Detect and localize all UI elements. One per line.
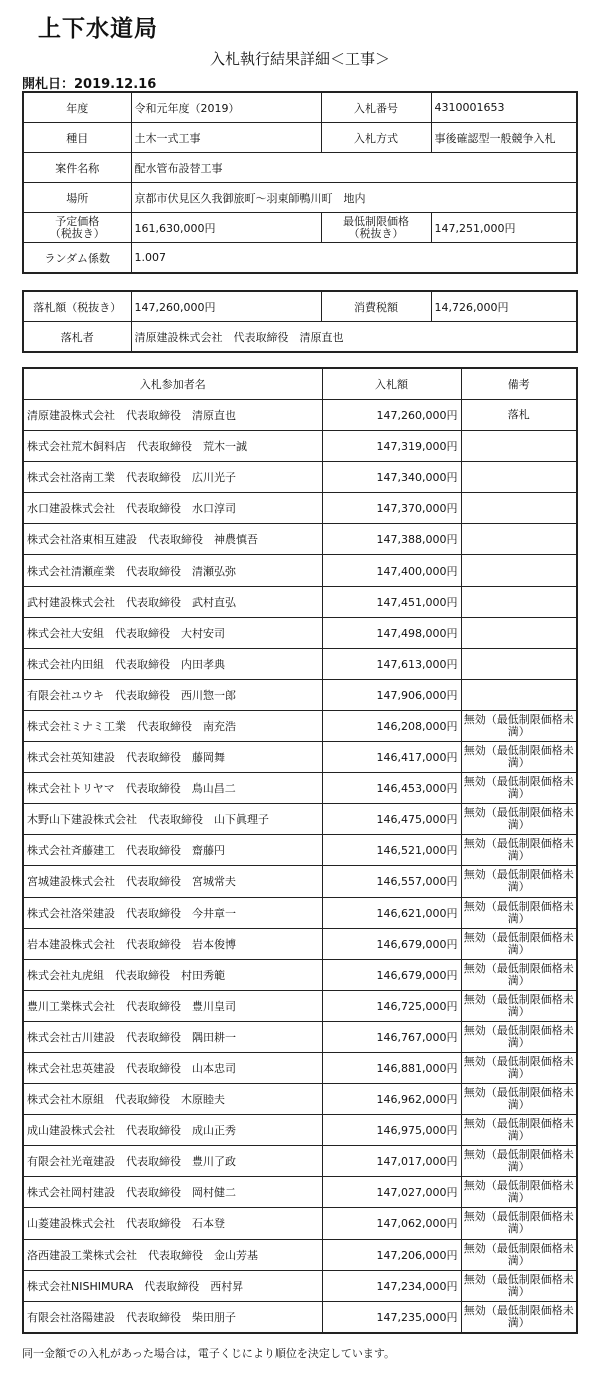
table-row [23,400,577,431]
random-coef-label: ランダム係数 [23,243,131,274]
bidder-name: 株式会社丸虎組 代表取締役 村田秀範 [23,959,322,990]
info-row-location [23,183,577,213]
table-row [23,493,577,524]
table-row [23,773,577,804]
bids-header-row [23,368,577,400]
winner-label: 落札者 [23,322,131,353]
bidder-name: 洛西建設工業株式会社 代表取締役 金山芳基 [23,1239,322,1270]
project-name-value: 配水管布設替工事 [131,153,577,183]
table-row [23,617,577,648]
remarks [461,555,577,586]
opening-date: 開札日：2019.12.16 [22,77,157,92]
bid-amount: 147,206,000円 [322,1239,461,1270]
table-row [23,928,577,959]
location-label: 場所 [23,183,131,213]
table-row [23,679,577,710]
bidder-name: 武村建設株式会社 代表取締役 武村直弘 [23,586,322,617]
bid-amount: 146,725,000円 [322,990,461,1021]
bidder-name: 株式会社NISHIMURA 代表取締役 西村昇 [23,1270,322,1301]
remarks: 無効（最低制限価格未満） [461,928,577,959]
category-label: 種目 [23,123,131,153]
bidder-name: 成山建設株式会社 代表取締役 成山正秀 [23,1115,322,1146]
table-row [23,897,577,928]
bid-amount: 147,906,000円 [322,679,461,710]
table-row [23,742,577,773]
bidder-name: 豊川工業株式会社 代表取締役 豊川皇司 [23,990,322,1021]
remarks: 落札 [461,400,577,431]
bid-amount: 147,613,000円 [322,648,461,679]
info-row-prices [23,213,577,243]
random-coef-value: 1.007 [131,243,577,274]
tax-value: 14,726,000円 [431,291,577,322]
table-row [23,1021,577,1052]
bid-amount: 147,319,000円 [322,431,461,462]
info-row-year [23,92,577,123]
bid-amount: 147,062,000円 [322,1208,461,1239]
bid-amount: 147,370,000円 [322,493,461,524]
remarks: 無効（最低制限価格未満） [461,1021,577,1052]
bidder-name: 株式会社大安組 代表取締役 大村安司 [23,617,322,648]
bidder-name: 清原建設株式会社 代表取締役 清原直也 [23,400,322,431]
bid-amount: 146,881,000円 [322,1052,461,1083]
info-row-project [23,153,577,183]
table-row [23,1270,577,1301]
header-bid-amount: 入札額 [322,368,461,400]
remarks: 無効（最低制限価格未満） [461,1115,577,1146]
bidder-name: 株式会社洛東相互建設 代表取締役 神農慎吾 [23,524,322,555]
bidder-name: 有限会社光竜建設 代表取締役 豊川了政 [23,1146,322,1177]
tax-label: 消費税額 [321,291,431,322]
fiscal-year-label: 年度 [23,92,131,123]
remarks: 無効（最低制限価格未満） [461,1084,577,1115]
bid-amount: 146,521,000円 [322,835,461,866]
table-row [23,1115,577,1146]
table-row [23,555,577,586]
result-row-amount [23,291,577,322]
bid-amount: 147,260,000円 [322,400,461,431]
bid-amount: 146,557,000円 [322,866,461,897]
bid-amount: 146,621,000円 [322,897,461,928]
bid-number-value: 4310001653 [431,92,577,123]
bid-amount: 146,962,000円 [322,1084,461,1115]
table-row [23,710,577,741]
min-limit-value: 147,251,000円 [431,213,577,243]
table-row [23,1301,577,1333]
min-limit-label-line1: 最低制限価格 [343,214,409,228]
table-row [23,648,577,679]
bid-amount: 147,017,000円 [322,1146,461,1177]
remarks: 無効（最低制限価格未満） [461,990,577,1021]
remarks [461,679,577,710]
planned-price-label [23,213,131,243]
remarks [461,431,577,462]
remarks [461,586,577,617]
remarks: 無効（最低制限価格未満） [461,1301,577,1333]
remarks: 無効（最低制限価格未満） [461,1052,577,1083]
remarks: 無効（最低制限価格未満） [461,710,577,741]
bid-amount: 147,498,000円 [322,617,461,648]
result-table [22,290,578,353]
bid-amount: 146,975,000円 [322,1115,461,1146]
bid-amount: 147,234,000円 [322,1270,461,1301]
table-row [23,866,577,897]
bidder-name: 山菱建設株式会社 代表取締役 石本登 [23,1208,322,1239]
remarks: 無効（最低制限価格未満） [461,1146,577,1177]
remarks: 無効（最低制限価格未満） [461,897,577,928]
info-row-random [23,243,577,274]
table-row [23,462,577,493]
table-row [23,1084,577,1115]
remarks: 無効（最低制限価格未満） [461,1270,577,1301]
bid-amount: 146,679,000円 [322,928,461,959]
bid-amount: 147,235,000円 [322,1301,461,1333]
award-amount-value: 147,260,000円 [131,291,321,322]
bidder-name: 株式会社ミナミ工業 代表取締役 南充浩 [23,710,322,741]
bid-amount: 146,453,000円 [322,773,461,804]
bidder-name: 株式会社斉藤建工 代表取締役 齋藤円 [23,835,322,866]
bid-method-label: 入札方式 [321,123,431,153]
bidder-name: 株式会社木原組 代表取締役 木原睦夫 [23,1084,322,1115]
table-row [23,1239,577,1270]
remarks: 無効（最低制限価格未満） [461,835,577,866]
remarks: 無効（最低制限価格未満） [461,742,577,773]
remarks [461,648,577,679]
location-value: 京都市伏見区久我御旅町～羽東師鴨川町 地内 [131,183,577,213]
remarks: 無効（最低制限価格未満） [461,1177,577,1208]
table-row [23,431,577,462]
remarks [461,462,577,493]
remarks: 無効（最低制限価格未満） [461,866,577,897]
footnote: 同一金額での入札があった場合は，電子くじにより順位を決定しています。 [22,1347,396,1360]
bidder-name: 水口建設株式会社 代表取締役 水口淳司 [23,493,322,524]
bids-table [22,367,578,1334]
bidder-name: 株式会社内田組 代表取締役 内田孝典 [23,648,322,679]
bids-table-body [23,368,577,1333]
bidder-name: 木野山下建設株式会社 代表取締役 山下眞理子 [23,804,322,835]
remarks [461,524,577,555]
table-row [23,586,577,617]
bid-amount: 147,388,000円 [322,524,461,555]
remarks: 無効（最低制限価格未満） [461,959,577,990]
bidder-name: 株式会社洛南工業 代表取締役 広川光子 [23,462,322,493]
table-row [23,959,577,990]
bidder-name: 宮城建設株式会社 代表取締役 宮城常夫 [23,866,322,897]
bidder-name: 株式会社荒木飼料店 代表取締役 荒木一誠 [23,431,322,462]
organization-title: 上下水道局 [38,16,158,42]
bid-amount: 146,208,000円 [322,710,461,741]
bid-method-value: 事後確認型一般競争入札 [431,123,577,153]
min-limit-label [321,213,431,243]
planned-price-value: 161,630,000円 [131,213,321,243]
category-value: 土木一式工事 [131,123,321,153]
bidder-name: 有限会社洛陽建設 代表取締役 柴田朋子 [23,1301,322,1333]
remarks: 無効（最低制限価格未満） [461,804,577,835]
winner-value: 清原建設株式会社 代表取締役 清原直也 [131,322,577,353]
page-title: 入札執行結果詳細＜工事＞ [209,50,390,68]
bidder-name: 株式会社岡村建設 代表取締役 岡村健二 [23,1177,322,1208]
info-table [22,91,578,274]
planned-price-label-line2: （税抜き） [49,226,105,240]
min-limit-label-line2: （税抜き） [348,226,404,240]
table-row [23,1177,577,1208]
bidder-name: 株式会社忠英建設 代表取締役 山本忠司 [23,1052,322,1083]
result-row-winner [23,322,577,353]
bid-amount: 146,417,000円 [322,742,461,773]
project-name-label: 案件名称 [23,153,131,183]
bid-number-label: 入札番号 [321,92,431,123]
bidder-name: 株式会社英知建設 代表取締役 藤岡舞 [23,742,322,773]
fiscal-year-value: 令和元年度（2019） [131,92,321,123]
bid-amount: 147,340,000円 [322,462,461,493]
table-row [23,1146,577,1177]
bid-amount: 147,451,000円 [322,586,461,617]
planned-price-label-line1: 予定価格 [55,214,100,228]
table-row [23,990,577,1021]
bid-amount: 146,475,000円 [322,804,461,835]
remarks [461,493,577,524]
bidder-name: 株式会社清瀬産業 代表取締役 清瀬弘弥 [23,555,322,586]
table-row [23,1208,577,1239]
table-row [23,835,577,866]
bidder-name: 有限会社ユウキ 代表取締役 西川惣一郎 [23,679,322,710]
bid-amount: 146,767,000円 [322,1021,461,1052]
bidder-name: 岩本建設株式会社 代表取締役 岩本俊博 [23,928,322,959]
bidder-name: 株式会社トリヤマ 代表取締役 鳥山昌二 [23,773,322,804]
bidder-name: 株式会社古川建設 代表取締役 隅田耕一 [23,1021,322,1052]
bid-amount: 146,679,000円 [322,959,461,990]
info-row-category [23,123,577,153]
header-bidder-name: 入札参加者名 [23,368,322,400]
remarks: 無効（最低制限価格未満） [461,773,577,804]
remarks: 無効（最低制限価格未満） [461,1239,577,1270]
bid-amount: 147,027,000円 [322,1177,461,1208]
bidder-name: 株式会社洛栄建設 代表取締役 今井章一 [23,897,322,928]
table-row [23,804,577,835]
award-amount-label: 落札額（税抜き） [23,291,131,322]
remarks [461,617,577,648]
header-remarks: 備考 [461,368,577,400]
bid-amount: 147,400,000円 [322,555,461,586]
table-row [23,524,577,555]
remarks: 無効（最低制限価格未満） [461,1208,577,1239]
table-row [23,1052,577,1083]
